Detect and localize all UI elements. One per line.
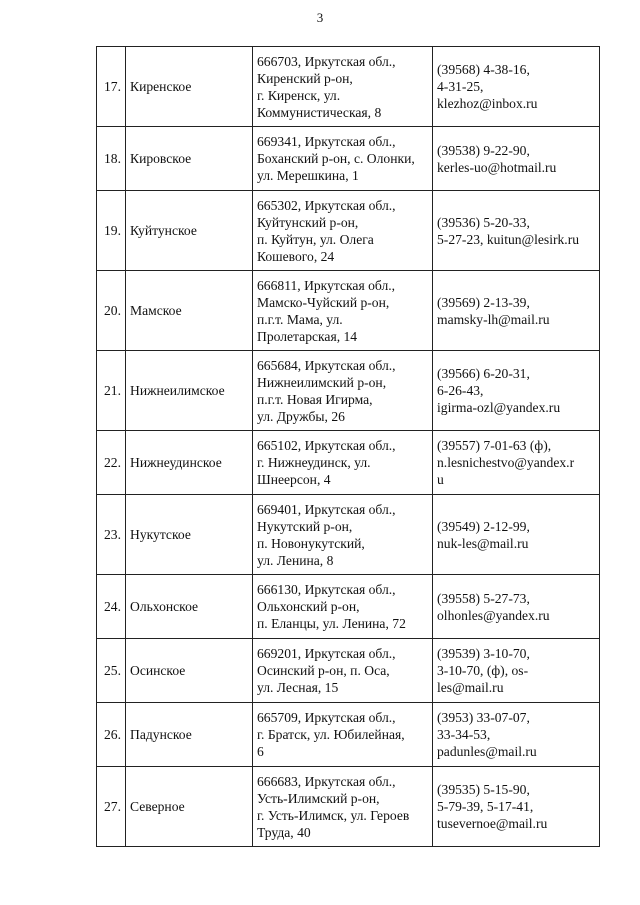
row-number: 23. xyxy=(97,495,126,575)
postal-address: 669401, Иркутская обл., Нукутский р-он, п. Новонукутский, ул. Ленина, 8 xyxy=(253,495,433,575)
table-row xyxy=(97,351,600,431)
table-row xyxy=(97,767,600,847)
table-row xyxy=(97,191,600,271)
forestry-name: Нижнеудинское xyxy=(126,431,253,495)
forestry-name: Куйтунское xyxy=(126,191,253,271)
table-row xyxy=(97,127,600,191)
contact-info: (39569) 2-13-39, mamsky-lh@mail.ru xyxy=(433,271,600,351)
forestry-name: Северное xyxy=(126,767,253,847)
row-number: 26. xyxy=(97,703,126,767)
forestry-name: Нукутское xyxy=(126,495,253,575)
forestry-name: Падунское xyxy=(126,703,253,767)
row-number: 19. xyxy=(97,191,126,271)
postal-address: 669201, Иркутская обл., Осинский р-он, п. Оса, ул. Лесная, 15 xyxy=(253,639,433,703)
contact-info: (39558) 5-27-73, olhonles@yandex.ru xyxy=(433,575,600,639)
contact-info: (39538) 9-22-90, kerles-uo@hotmail.ru xyxy=(433,127,600,191)
table-row xyxy=(97,495,600,575)
postal-address: 666683, Иркутская обл., Усть-Илимский р-он, г. Усть-Илимск, ул. Героев Труда, 40 xyxy=(253,767,433,847)
table-row xyxy=(97,271,600,351)
contact-info: (39539) 3-10-70, 3-10-70, (ф), os- les@mail.ru xyxy=(433,639,600,703)
contact-info: (39557) 7-01-63 (ф), n.lesnichestvo@yandex.r u xyxy=(433,431,600,495)
page-number: 3 xyxy=(316,10,324,25)
contact-info: (39536) 5-20-33, 5-27-23, kuitun@lesirk.ru xyxy=(433,191,600,271)
table-row xyxy=(97,575,600,639)
row-number: 17. xyxy=(97,47,126,127)
table-row xyxy=(97,431,600,495)
postal-address: 665102, Иркутская обл., г. Нижнеудинск, ул. Шнеерсон, 4 xyxy=(253,431,433,495)
forestry-name: Осинское xyxy=(126,639,253,703)
forestry-name: Ольхонское xyxy=(126,575,253,639)
table-row xyxy=(97,639,600,703)
row-number: 21. xyxy=(97,351,126,431)
row-number: 22. xyxy=(97,431,126,495)
forestry-name: Мамское xyxy=(126,271,253,351)
postal-address: 669341, Иркутская обл., Боханский р-он, с. Олонки, ул. Мерешкина, 1 xyxy=(253,127,433,191)
postal-address: 666703, Иркутская обл., Киренский р-он, г. Киренск, ул. Коммунистическая, 8 xyxy=(253,47,433,127)
forestry-name: Киренское xyxy=(126,47,253,127)
row-number: 24. xyxy=(97,575,126,639)
contact-info: (3953) 33-07-07, 33-34-53, padunles@mail.ru xyxy=(433,703,600,767)
contact-info: (39549) 2-12-99, nuk-les@mail.ru xyxy=(433,495,600,575)
forestry-name: Нижнеилимское xyxy=(126,351,253,431)
postal-address: 665684, Иркутская обл., Нижнеилимский р-он, п.г.т. Новая Игирма, ул. Дружбы, 26 xyxy=(253,351,433,431)
row-number: 27. xyxy=(97,767,126,847)
table-body xyxy=(97,47,600,847)
row-number: 20. xyxy=(97,271,126,351)
forestry-name: Кировское xyxy=(126,127,253,191)
contact-info: (39568) 4-38-16, 4-31-25, klezhoz@inbox.ru xyxy=(433,47,600,127)
table-row xyxy=(97,47,600,127)
forestry-registry-table xyxy=(96,46,600,847)
table-row xyxy=(97,703,600,767)
contact-info: (39535) 5-15-90, 5-79-39, 5-17-41, tusevernoe@mail.ru xyxy=(433,767,600,847)
row-number: 18. xyxy=(97,127,126,191)
postal-address: 666130, Иркутская обл., Ольхонский р-он, п. Еланцы, ул. Ленина, 72 xyxy=(253,575,433,639)
contact-info: (39566) 6-20-31, 6-26-43, igirma-ozl@yandex.ru xyxy=(433,351,600,431)
postal-address: 665709, Иркутская обл., г. Братск, ул. Юбилейная, 6 xyxy=(253,703,433,767)
postal-address: 666811, Иркутская обл., Мамско-Чуйский р-он, п.г.т. Мама, ул. Пролетарская, 14 xyxy=(253,271,433,351)
postal-address: 665302, Иркутская обл., Куйтунский р-он, п. Куйтун, ул. Олега Кошевого, 24 xyxy=(253,191,433,271)
row-number: 25. xyxy=(97,639,126,703)
